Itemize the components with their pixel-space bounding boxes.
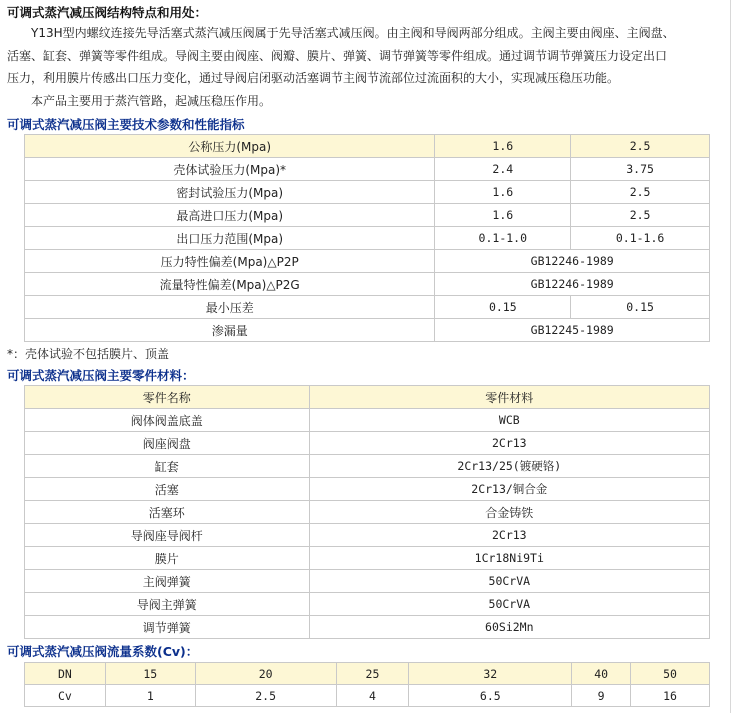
flow-table	[24, 662, 710, 707]
param-label: 密封试验压力(Mpa)	[25, 181, 435, 204]
materials-row	[25, 455, 710, 478]
params-row	[25, 296, 710, 319]
intro-title: 可调式蒸汽减压阀结构特点和用处：	[7, 5, 208, 20]
part-material: 60Si2Mn	[309, 616, 709, 639]
dn-label: DN	[25, 663, 106, 685]
part-name: 阀体阀盖底盖	[25, 409, 310, 432]
param-label: 最高进口压力(Mpa)	[25, 204, 435, 227]
param-label: 流量特性偏差(Mpa)△P2G	[25, 273, 435, 296]
param-value: 0.15	[571, 296, 710, 319]
cv-value: 1	[105, 685, 195, 707]
part-name: 活塞环	[25, 501, 310, 524]
materials-title: 可调式蒸汽减压阀主要零件材料：	[7, 368, 195, 383]
param-label: 渗漏量	[25, 319, 435, 342]
header-part-material: 零件材料	[309, 386, 709, 409]
param-label: 壳体试验压力(Mpa)*	[25, 158, 435, 181]
intro-usage: 本产品主要用于蒸汽管路，起减压稳压作用。	[31, 93, 272, 108]
param-label: 压力特性偏差(Mpa)△P2P	[25, 250, 435, 273]
part-material: 2Cr13/铜合金	[309, 478, 709, 501]
param-value: 1.6	[435, 204, 571, 227]
param-standard: GB12246-1989	[435, 250, 710, 273]
param-label: 出口压力范围(Mpa)	[25, 227, 435, 250]
params-row	[25, 135, 710, 158]
params-note: *：壳体试验不包括膜片、顶盖	[7, 347, 170, 361]
materials-row	[25, 432, 710, 455]
param-value: 2.5	[571, 204, 710, 227]
cv-value: 6.5	[409, 685, 572, 707]
params-table	[24, 134, 710, 342]
part-name: 导阀座导阀杆	[25, 524, 310, 547]
cv-value: 16	[631, 685, 710, 707]
part-name: 膜片	[25, 547, 310, 570]
cv-value: 2.5	[195, 685, 336, 707]
dn-value: 40	[572, 663, 631, 685]
intro-line-1: Y13H型内螺纹连接先导活塞式蒸汽减压阀属于先导活塞式减压阀。由主阀和导阀两部分组成。主阀主要由阀座、主阀盘、	[31, 26, 675, 40]
header-part-name: 零件名称	[25, 386, 310, 409]
param-value: 0.1-1.0	[435, 227, 571, 250]
materials-row	[25, 478, 710, 501]
cv-label: Cv	[25, 685, 106, 707]
param-value: 1.6	[435, 181, 571, 204]
part-name: 调节弹簧	[25, 616, 310, 639]
param-standard: GB12246-1989	[435, 273, 710, 296]
dn-value: 15	[105, 663, 195, 685]
materials-row	[25, 570, 710, 593]
param-value: 0.1-1.6	[571, 227, 710, 250]
part-material: 50CrVA	[309, 593, 709, 616]
params-title: 可调式蒸汽减压阀主要技术参数和性能指标	[7, 117, 245, 132]
param-label: 最小压差	[25, 296, 435, 319]
param-label: 公称压力(Mpa)	[25, 135, 435, 158]
param-standard: GB12245-1989	[435, 319, 710, 342]
dn-value: 50	[631, 663, 710, 685]
param-value: 1.6	[435, 135, 571, 158]
dn-value: 32	[409, 663, 572, 685]
part-material: 2Cr13	[309, 432, 709, 455]
materials-row	[25, 524, 710, 547]
materials-row	[25, 616, 710, 639]
params-row	[25, 319, 710, 342]
part-material: 50CrVA	[309, 570, 709, 593]
params-row	[25, 181, 710, 204]
param-value: 0.15	[435, 296, 571, 319]
params-row	[25, 250, 710, 273]
part-name: 阀座阀盘	[25, 432, 310, 455]
part-material: 2Cr13	[309, 524, 709, 547]
materials-header-row	[25, 386, 710, 409]
materials-row	[25, 501, 710, 524]
part-material: 2Cr13/25(镀硬铬)	[309, 455, 709, 478]
materials-table	[24, 385, 710, 639]
params-row	[25, 273, 710, 296]
flow-title: 可调式蒸汽减压阀流量系数(Cv)：	[7, 644, 199, 659]
intro-line-2: 活塞、缸套、弹簧等零件组成。导阀主要由阀座、阀瓣、膜片、弹簧、调节弹簧等零件组成。通过调节调节弹簧压力设定出口	[7, 48, 668, 63]
params-row	[25, 227, 710, 250]
part-name: 活塞	[25, 478, 310, 501]
intro-paragraph	[7, 22, 722, 112]
part-name: 主阀弹簧	[25, 570, 310, 593]
part-material: 合金铸铁	[309, 501, 709, 524]
param-value: 2.5	[571, 181, 710, 204]
part-name: 导阀主弹簧	[25, 593, 310, 616]
materials-row	[25, 409, 710, 432]
part-material: 1Cr18Ni9Ti	[309, 547, 709, 570]
part-material: WCB	[309, 409, 709, 432]
materials-row	[25, 547, 710, 570]
cv-value: 9	[572, 685, 631, 707]
params-row	[25, 158, 710, 181]
params-row	[25, 204, 710, 227]
part-name: 缸套	[25, 455, 310, 478]
cv-value: 4	[336, 685, 409, 707]
param-value: 2.5	[571, 135, 710, 158]
flow-dn-row	[25, 663, 710, 685]
page-edge-divider	[730, 0, 731, 713]
param-value: 3.75	[571, 158, 710, 181]
dn-value: 20	[195, 663, 336, 685]
param-value: 2.4	[435, 158, 571, 181]
flow-cv-row	[25, 685, 710, 707]
materials-row	[25, 593, 710, 616]
dn-value: 25	[336, 663, 409, 685]
intro-line-3: 压力，利用膜片传感出口压力变化，通过导阀启闭驱动活塞调节主阀节流部位过流面积的大小，实现减压稳压功能。	[7, 71, 620, 85]
